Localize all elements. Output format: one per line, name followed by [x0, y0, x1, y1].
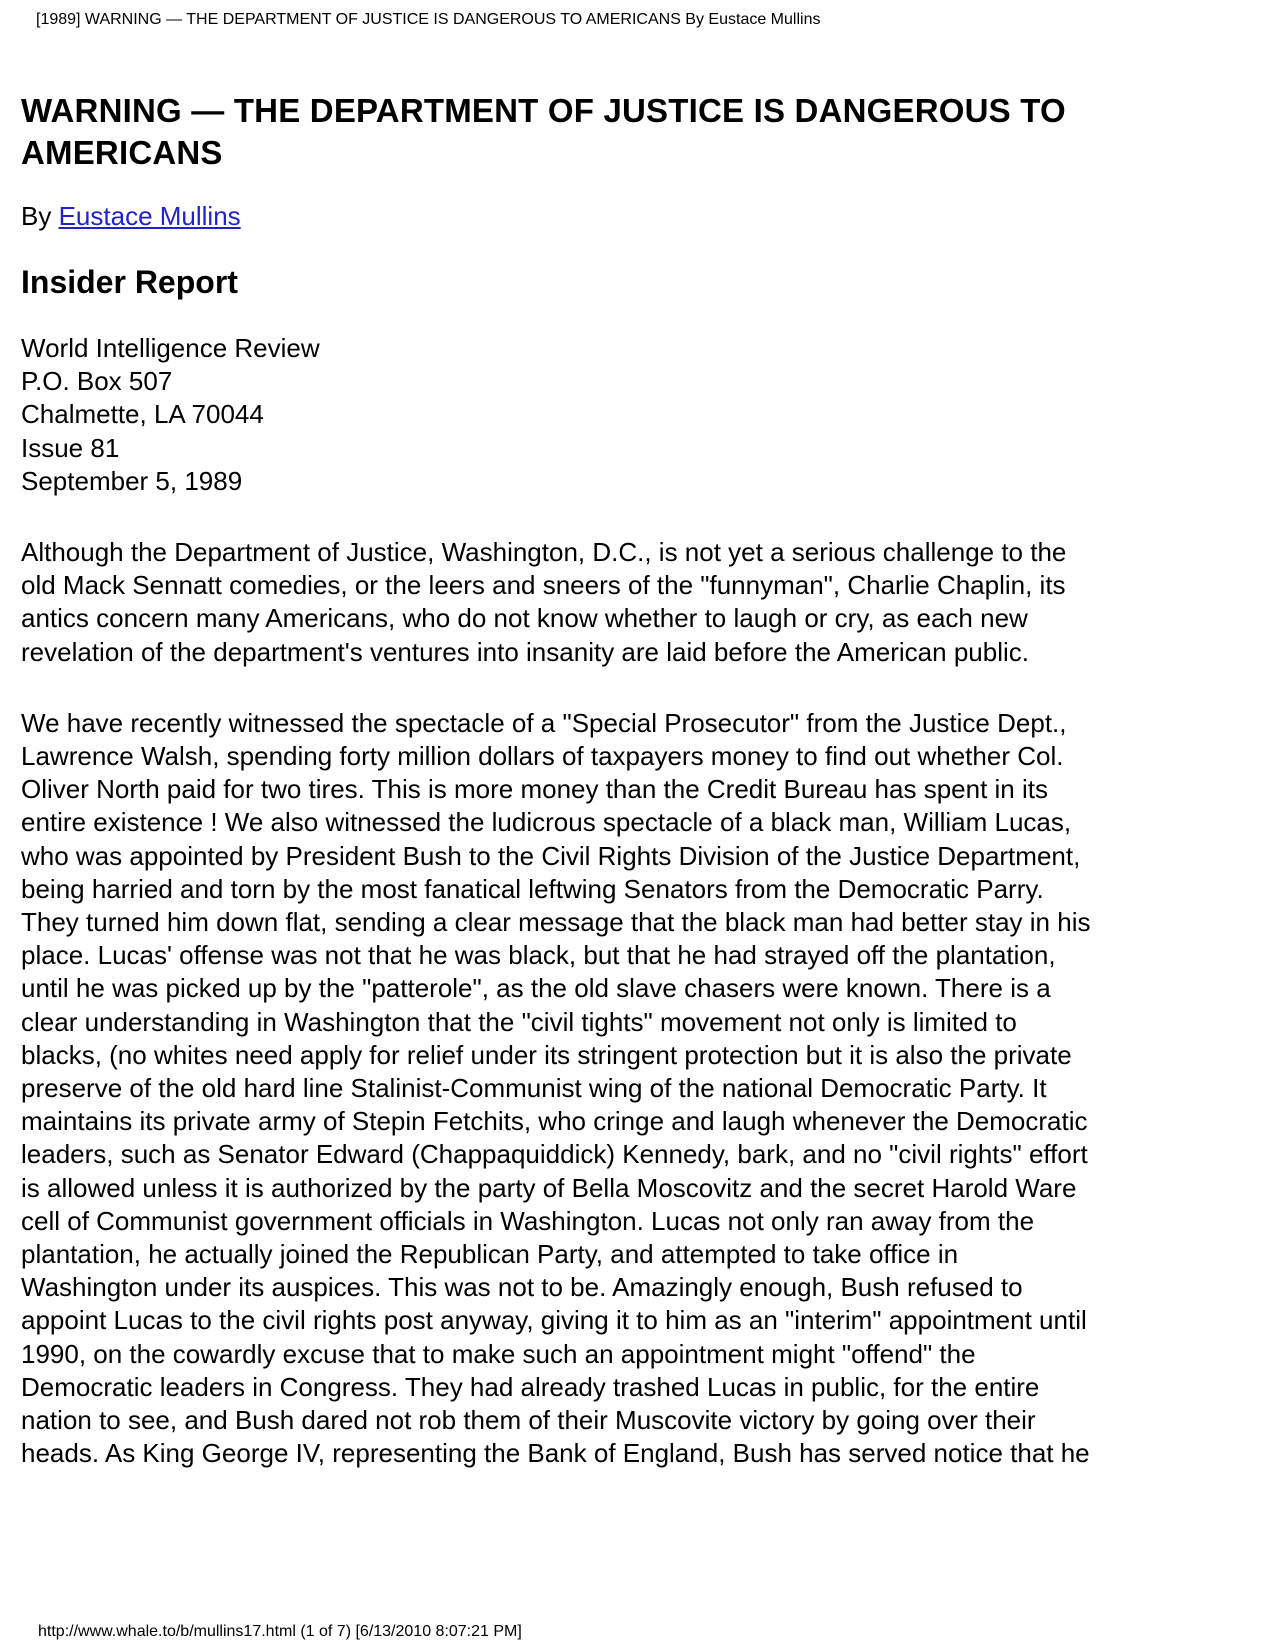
title-line: WARNING — THE DEPARTMENT OF JUSTICE IS DANGEROUS TO	[21, 92, 1066, 129]
author-link[interactable]: Eustace Mullins	[58, 201, 241, 231]
publication-address	[21, 332, 1241, 498]
paragraph-line: place. Lucas' offense was not that he was black, but that he had strayed off the plantation,	[21, 940, 1056, 971]
paragraph-line: maintains its private army of Stepin Fetchits, who cringe and laugh whenever the Democratic	[21, 1106, 1088, 1137]
address-line: P.O. Box 507	[21, 366, 173, 397]
paragraph-line: nation to see, and Bush dared not rob them of their Muscovite victory by going over their	[21, 1405, 1036, 1436]
paragraph-line: Oliver North paid for two tires. This is more money than the Credit Bureau has spent in its	[21, 774, 1048, 805]
paragraph-line: heads. As King George IV, representing the Bank of England, Bush has served notice that he	[21, 1438, 1090, 1469]
paragraph	[21, 707, 1241, 1471]
address-line: Chalmette, LA 70044	[21, 399, 264, 430]
title-line: AMERICANS	[21, 134, 223, 171]
paragraph-line: Although the Department of Justice, Washington, D.C., is not yet a serious challenge to the	[21, 537, 1067, 568]
paragraph-line: cell of Communist government officials in Washington. Lucas not only ran away from the	[21, 1205, 1035, 1236]
issue-date: September 5, 1989	[21, 465, 243, 496]
byline	[21, 200, 1241, 232]
paragraph-line: antics concern many Americans, who do not know whether to laugh or cry, as each new	[21, 603, 1028, 634]
page-title	[21, 90, 1241, 174]
paragraph-line: until he was picked up by the "patterole", as the old slave chasers were known. There is a	[21, 973, 1051, 1004]
paragraph-line: plantation, he actually joined the Republican Party, and attempted to take office in	[21, 1239, 959, 1270]
paragraph-line: Washington under its auspices. This was not to be. Amazingly enough, Bush refused to	[21, 1272, 1023, 1303]
paragraph-line: leaders, such as Senator Edward (Chappaquiddick) Kennedy, bark, and no "civil rights" effort	[21, 1139, 1088, 1170]
article	[21, 90, 1241, 1471]
paragraph-line: blacks, (no whites need apply for relief under its stringent protection but it is also the private	[21, 1039, 1072, 1070]
paragraph-line: 1990, on the cowardly excuse that to make such an appointment might "offend" the	[21, 1338, 976, 1369]
paragraph-line: We have recently witnessed the spectacle of a "Special Prosecutor" from the Justice Dept.,	[21, 707, 1067, 738]
paragraph-line: clear understanding in Washington that the "civil tights" movement not only is limited to	[21, 1006, 1017, 1037]
paragraph-line: being harried and torn by the most fanatical leftwing Senators from the Democratic Parry.	[21, 873, 1044, 904]
paragraph-line: old Mack Sennatt comedies, or the leers and sneers of the "funnyman", Charlie Chaplin, its	[21, 570, 1066, 601]
paragraph-line: is allowed unless it is authorized by the party of Bella Moscovitz and the secret Harold Ware	[21, 1172, 1077, 1203]
paragraph-line: entire existence ! We also witnessed the ludicrous spectacle of a black man, William Lucas,	[21, 807, 1072, 838]
paragraph	[21, 536, 1241, 669]
section-heading: Insider Report	[21, 264, 238, 300]
paragraph-line: revelation of the department's ventures into insanity are laid before the American public.	[21, 636, 1029, 667]
paragraph-line: Democratic leaders in Congress. They had already trashed Lucas in public, for the entire	[21, 1371, 1040, 1402]
issue-number: Issue 81	[21, 432, 120, 463]
byline-prefix: By	[21, 201, 59, 231]
print-footer: http://www.whale.to/b/mullins17.html (1 of 7) [6/13/2010 8:07:21 PM]	[38, 1623, 522, 1640]
paragraph-line: They turned him down flat, sending a clear message that the black man had better stay in his	[21, 907, 1091, 938]
paragraph-line: preserve of the old hard line Stalinist-Communist wing of the national Democratic Party. It	[21, 1073, 1047, 1104]
address-line: World Intelligence Review	[21, 333, 320, 363]
paragraph-line: Lawrence Walsh, spending forty million dollars of taxpayers money to find out whether Col.	[21, 741, 1064, 772]
paragraph-line: appoint Lucas to the civil rights post anyway, giving it to him as an "interim" appointment until	[21, 1305, 1087, 1336]
paragraph-line: who was appointed by President Bush to the Civil Rights Division of the Justice Department,	[21, 840, 1081, 871]
print-header: [1989] WARNING — THE DEPARTMENT OF JUSTICE IS DANGEROUS TO AMERICANS By Eustace Mullins	[36, 11, 821, 28]
